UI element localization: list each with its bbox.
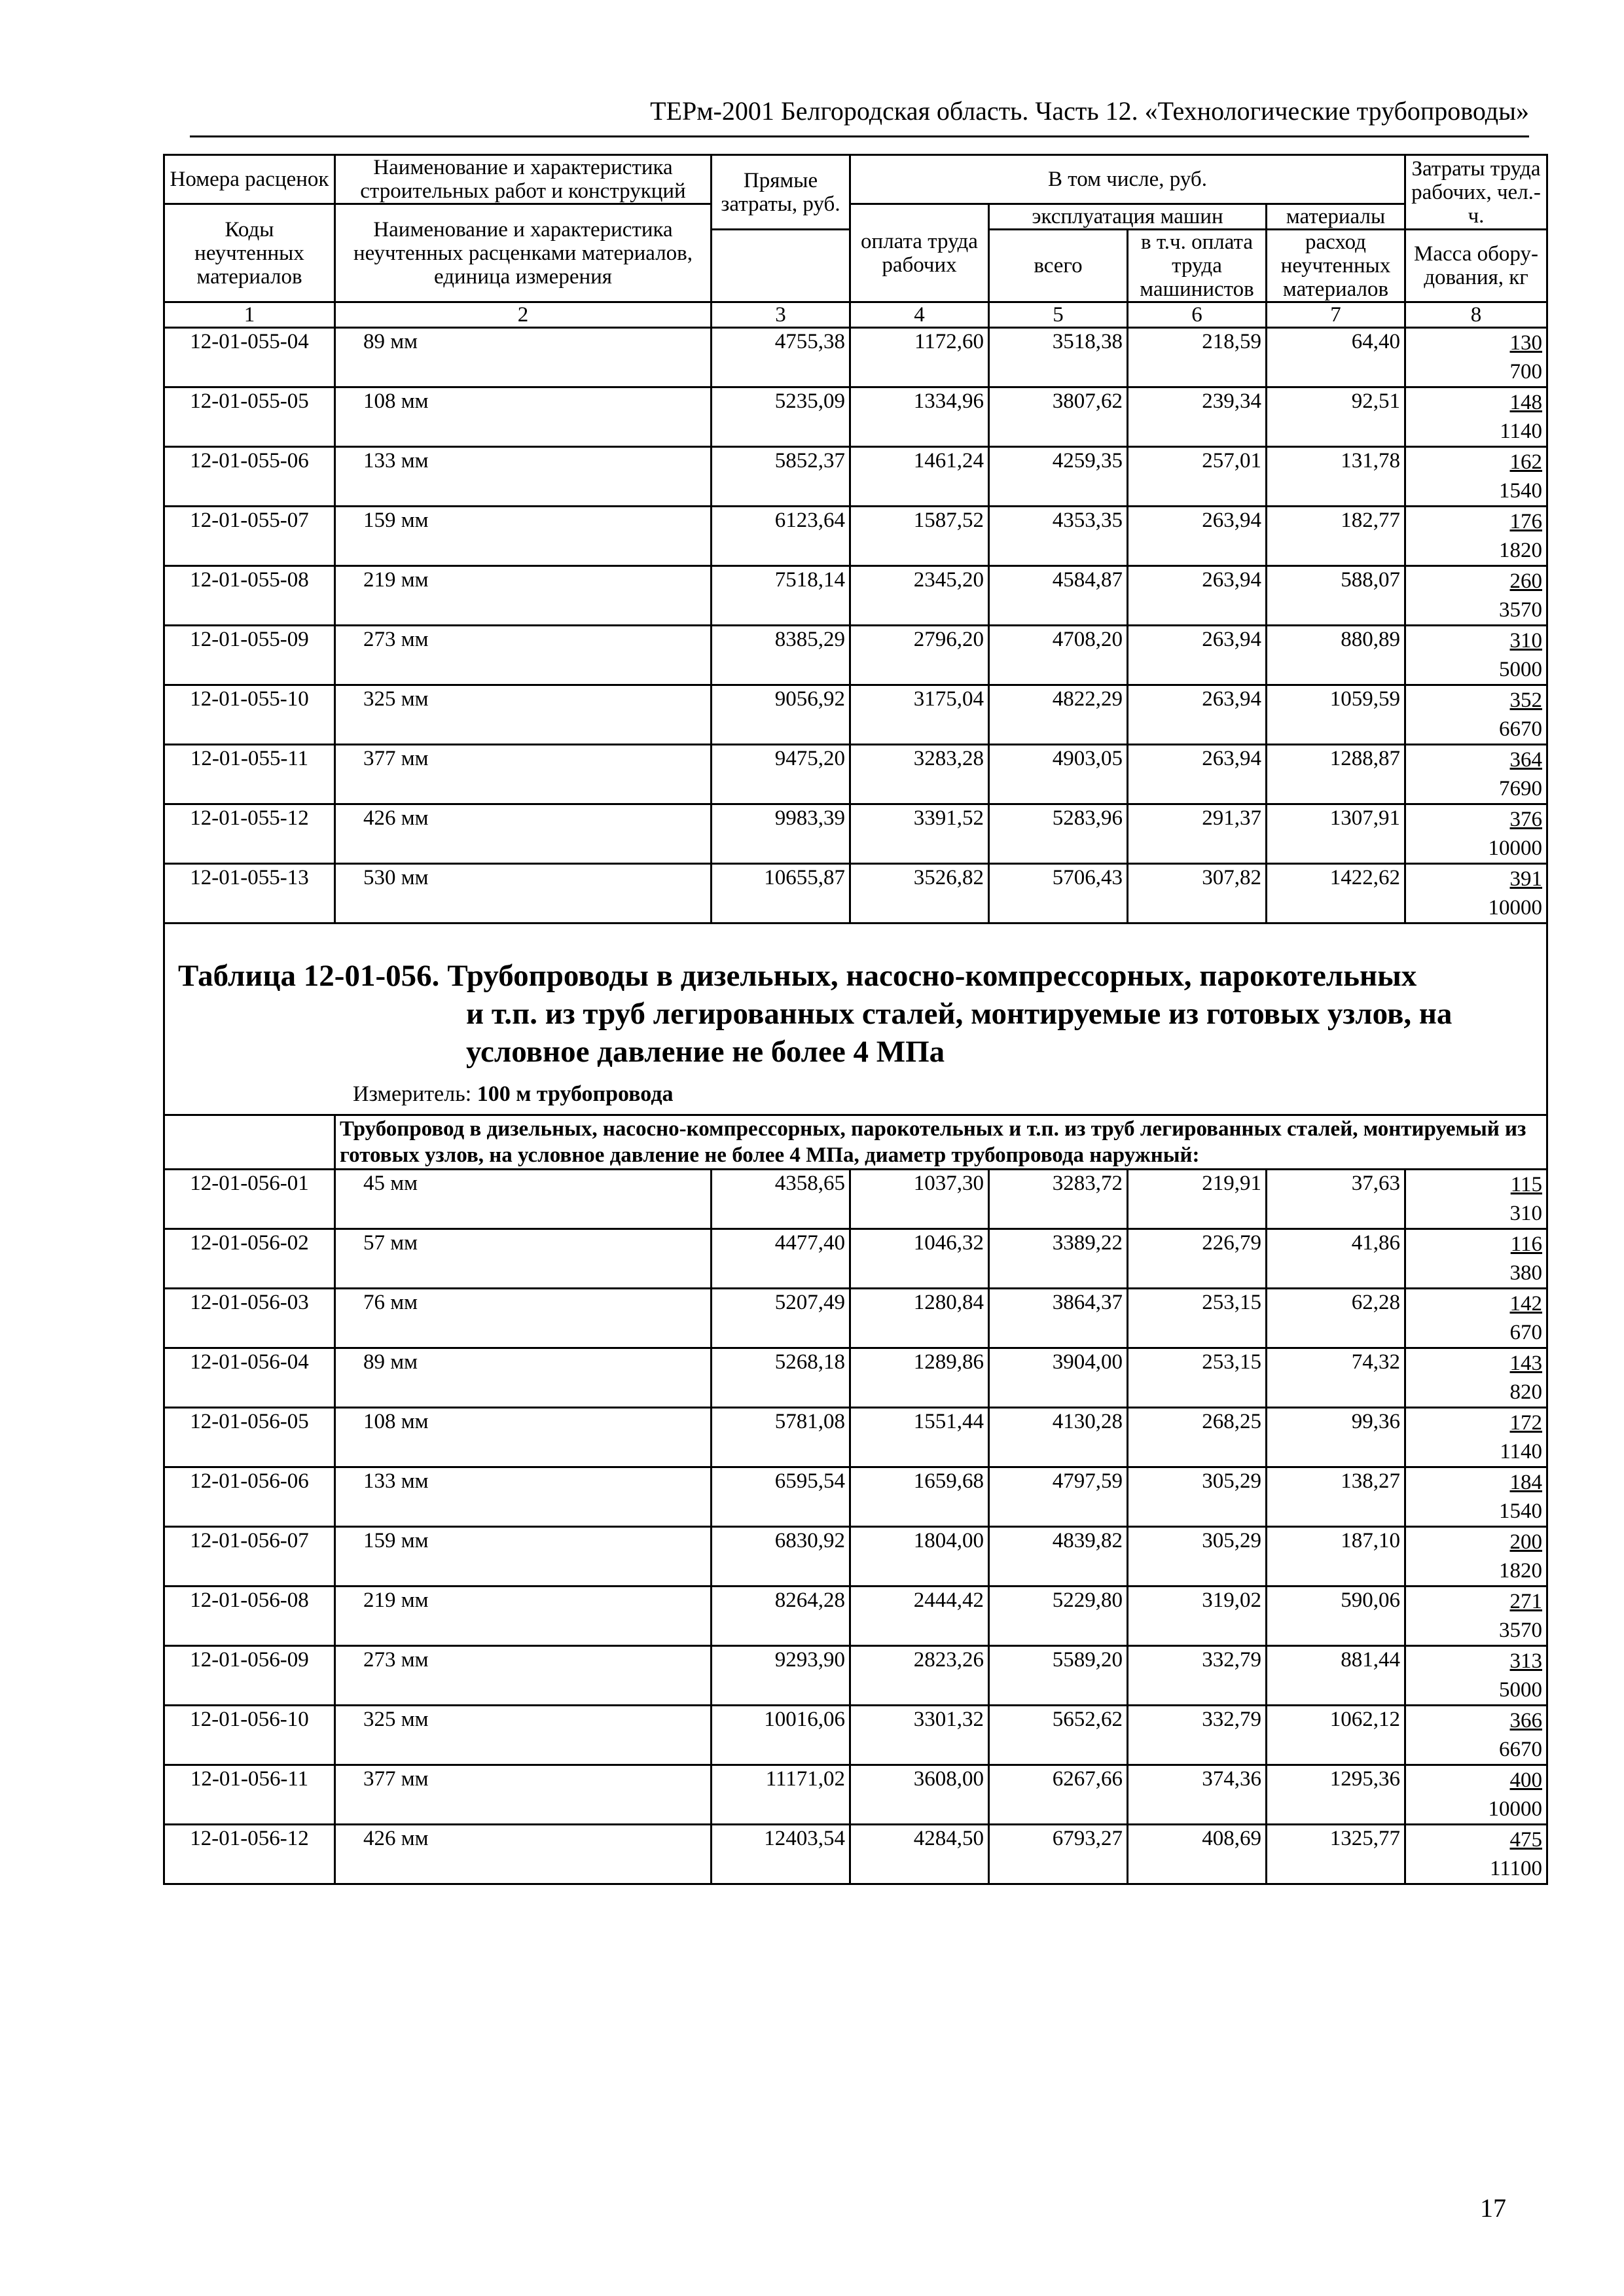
direct-costs: 7518,14 (712, 566, 850, 626)
table-056-title-cell (164, 924, 1547, 1115)
machines-total: 4130,28 (989, 1408, 1128, 1467)
materials: 187,10 (1267, 1527, 1405, 1587)
machines-total: 6267,66 (989, 1765, 1128, 1825)
col-number: 2 (335, 302, 712, 328)
rate-code: 12-01-056-11 (164, 1765, 335, 1825)
work-name: 426 мм (335, 1825, 712, 1884)
header-row-1 (164, 155, 1547, 204)
machinist-pay: 219,91 (1128, 1170, 1267, 1229)
labor-mass-cell (1405, 1765, 1547, 1825)
direct-costs: 12403,54 (712, 1825, 850, 1884)
labor-pay: 2444,42 (850, 1587, 989, 1646)
work-name: 159 мм (335, 507, 712, 566)
labor-mass-cell (1405, 626, 1547, 685)
rows-055 (164, 328, 1547, 924)
labor-pay: 1551,44 (850, 1408, 989, 1467)
table-056-title-line2: и т.п. из труб легированных сталей, монтируемые из готовых узлов, на (466, 997, 1453, 1031)
work-name: 45 мм (335, 1170, 712, 1229)
machines-total: 3283,72 (989, 1170, 1128, 1229)
machines-total: 4259,35 (989, 447, 1128, 507)
machines-header: эксплуатация машин (989, 204, 1267, 230)
work-name: 219 мм (335, 1587, 712, 1646)
materials: 1325,77 (1267, 1825, 1405, 1884)
work-name: 159 мм (335, 1527, 712, 1587)
equipment-mass: 820 (1509, 1380, 1543, 1404)
labor-pay: 1461,24 (850, 447, 989, 507)
direct-costs: 10016,06 (712, 1706, 850, 1765)
table-row (164, 1587, 1547, 1646)
table-row (164, 507, 1547, 566)
machinist-pay: 332,79 (1128, 1646, 1267, 1706)
table-row (164, 745, 1547, 804)
direct-costs: 5781,08 (712, 1408, 850, 1467)
labor-mass-cell (1405, 387, 1547, 447)
rate-code: 12-01-056-07 (164, 1527, 335, 1587)
machines-total: 5589,20 (989, 1646, 1128, 1706)
measure-line (178, 1081, 1533, 1107)
labor-mass-cell (1405, 685, 1547, 745)
materials: 1307,91 (1267, 804, 1405, 864)
equipment-mass: 670 (1509, 1321, 1543, 1344)
equipment-mass: 700 (1509, 360, 1543, 384)
rate-code: 12-01-055-09 (164, 626, 335, 685)
work-name: 133 мм (335, 1467, 712, 1527)
machinist-pay: 226,79 (1128, 1229, 1267, 1289)
equipment-mass: 380 (1509, 1261, 1543, 1285)
machinist-pay: 263,94 (1128, 626, 1267, 685)
machinist-pay: 408,69 (1128, 1825, 1267, 1884)
rate-code: 12-01-056-01 (164, 1170, 335, 1229)
labor-pay: 1172,60 (850, 328, 989, 387)
materials: 1295,36 (1267, 1765, 1405, 1825)
column-numbers-row (164, 302, 1547, 328)
machinist-pay: 263,94 (1128, 507, 1267, 566)
labor-pay: 1280,84 (850, 1289, 989, 1348)
equipment-mass: 6670 (1499, 717, 1543, 741)
materials: 92,51 (1267, 387, 1405, 447)
labor-pay: 3608,00 (850, 1765, 989, 1825)
machines-total: 4903,05 (989, 745, 1128, 804)
labor-pay: 1289,86 (850, 1348, 989, 1408)
labor-mass-cell (1405, 1289, 1547, 1348)
labor-pay: 1037,30 (850, 1170, 989, 1229)
labor-mass-cell (1405, 1467, 1547, 1527)
equipment-mass: 10000 (1488, 1797, 1543, 1821)
equipment-mass: 1140 (1500, 1440, 1543, 1463)
labor-mass-cell (1405, 1587, 1547, 1646)
materials: 74,32 (1267, 1348, 1405, 1408)
table-row (164, 864, 1547, 924)
work-name: 219 мм (335, 566, 712, 626)
work-name: 57 мм (335, 1229, 712, 1289)
labor-mass-cell (1405, 1706, 1547, 1765)
table-row (164, 1229, 1547, 1289)
machinist-pay: 268,25 (1128, 1408, 1267, 1467)
machinist-pay-header: в т.ч. оплата труда машинистов (1128, 230, 1267, 302)
direct-costs: 4358,65 (712, 1170, 850, 1229)
materials: 590,06 (1267, 1587, 1405, 1646)
table-056-title-row (164, 924, 1547, 1115)
table-row (164, 804, 1547, 864)
materials: 182,77 (1267, 507, 1405, 566)
work-name: 89 мм (335, 1348, 712, 1408)
table-row (164, 1348, 1547, 1408)
direct-costs: 8264,28 (712, 1587, 850, 1646)
incl-header: В том числе, руб. (850, 155, 1405, 204)
table-row (164, 1170, 1547, 1229)
materials: 99,36 (1267, 1408, 1405, 1467)
col-number: 4 (850, 302, 989, 328)
work-name: 325 мм (335, 1706, 712, 1765)
table-row (164, 1646, 1547, 1706)
machinist-pay: 257,01 (1128, 447, 1267, 507)
labor-mass-cell (1405, 1170, 1547, 1229)
section-head: Трубопровод в дизельных, насосно-компрессорных, парокотельных и т.п. из труб легированных сталей, монтируемый из готовых узлов, на условное давление не более 4 МПа, диаметр трубопровода наружный: (335, 1115, 1547, 1170)
labor-pay: 2823,26 (850, 1646, 989, 1706)
labor-hours: 313 (1509, 1649, 1543, 1673)
equipment-mass: 310 (1509, 1202, 1543, 1225)
rate-code: 12-01-055-11 (164, 745, 335, 804)
machinist-pay: 305,29 (1128, 1527, 1267, 1587)
work-name: 89 мм (335, 328, 712, 387)
materials: 131,78 (1267, 447, 1405, 507)
labor-mass-cell (1405, 1348, 1547, 1408)
equipment-mass: 6670 (1499, 1738, 1543, 1761)
equipment-mass: 3570 (1499, 1619, 1543, 1642)
rate-code: 12-01-056-03 (164, 1289, 335, 1348)
col1-bottom-header: Коды неучтенных материалов (164, 204, 335, 302)
labor-mass-cell (1405, 804, 1547, 864)
table-row (164, 1527, 1547, 1587)
labor-mass-cell (1405, 864, 1547, 924)
rate-code: 12-01-055-08 (164, 566, 335, 626)
direct-costs: 6123,64 (712, 507, 850, 566)
materials: 1422,62 (1267, 864, 1405, 924)
machines-total: 5706,43 (989, 864, 1128, 924)
materials: 1288,87 (1267, 745, 1405, 804)
labor-hours: 130 (1509, 331, 1543, 355)
machines-total: 6793,27 (989, 1825, 1128, 1884)
table-row (164, 1408, 1547, 1467)
machines-total: 4839,82 (989, 1527, 1128, 1587)
work-name: 530 мм (335, 864, 712, 924)
direct-costs: 10655,87 (712, 864, 850, 924)
materials: 37,63 (1267, 1170, 1405, 1229)
direct-costs: 8385,29 (712, 626, 850, 685)
direct-costs: 9293,90 (712, 1646, 850, 1706)
machinist-pay: 305,29 (1128, 1467, 1267, 1527)
labor-hours: 200 (1509, 1530, 1543, 1554)
machines-total: 3807,62 (989, 387, 1128, 447)
table-row (164, 626, 1547, 685)
col-number: 3 (712, 302, 850, 328)
materials: 138,27 (1267, 1467, 1405, 1527)
materials: 1062,12 (1267, 1706, 1405, 1765)
table-row (164, 1289, 1547, 1348)
direct-costs: 9475,20 (712, 745, 850, 804)
rate-code: 12-01-055-07 (164, 507, 335, 566)
machinist-pay: 263,94 (1128, 566, 1267, 626)
table-row (164, 1825, 1547, 1884)
rate-code: 12-01-056-04 (164, 1348, 335, 1408)
table-row (164, 685, 1547, 745)
machines-total: 4822,29 (989, 685, 1128, 745)
materials: 41,86 (1267, 1229, 1405, 1289)
labor-hours: 162 (1509, 450, 1543, 474)
equipment-mass: 7690 (1499, 777, 1543, 800)
work-name: 76 мм (335, 1289, 712, 1348)
machines-total: 3518,38 (989, 328, 1128, 387)
labor-pay: 3391,52 (850, 804, 989, 864)
direct-costs: 9056,92 (712, 685, 850, 745)
labor-hours: 176 (1509, 510, 1543, 533)
machines-total: 3389,22 (989, 1229, 1128, 1289)
work-name: 377 мм (335, 1765, 712, 1825)
equipment-mass: 3570 (1499, 598, 1543, 622)
labor-pay: 1587,52 (850, 507, 989, 566)
equipment-mass: 10000 (1488, 896, 1543, 920)
machinist-pay: 263,94 (1128, 685, 1267, 745)
rate-code: 12-01-056-08 (164, 1587, 335, 1646)
labor-hours: 260 (1509, 569, 1543, 593)
work-name: 377 мм (335, 745, 712, 804)
equipment-mass: 1140 (1500, 420, 1543, 443)
machines-total: 4353,35 (989, 507, 1128, 566)
page-number: 17 (1480, 2193, 1506, 2223)
machinist-pay: 374,36 (1128, 1765, 1267, 1825)
labor-mass-cell (1405, 566, 1547, 626)
table-row (164, 566, 1547, 626)
labor-hours: 400 (1509, 1768, 1543, 1792)
equipment-mass: 1820 (1499, 1559, 1543, 1583)
direct-costs: 5268,18 (712, 1348, 850, 1408)
equipment-mass: 10000 (1488, 836, 1543, 860)
direct-costs: 4755,38 (712, 328, 850, 387)
direct-costs: 5207,49 (712, 1289, 850, 1348)
direct-costs: 6595,54 (712, 1467, 850, 1527)
labor-hours: 475 (1509, 1828, 1543, 1852)
labor-mass-cell (1405, 1825, 1547, 1884)
labor-pay: 2796,20 (850, 626, 989, 685)
labor-mass-cell (1405, 507, 1547, 566)
direct-costs: 4477,40 (712, 1229, 850, 1289)
col2-top-header: Наименование и характеристика строительных работ и конструкций (335, 155, 712, 204)
labor-mass-cell (1405, 447, 1547, 507)
labor-pay: 1046,32 (850, 1229, 989, 1289)
work-name: 325 мм (335, 685, 712, 745)
materials: 588,07 (1267, 566, 1405, 626)
col-number: 5 (989, 302, 1128, 328)
machines-total: 5652,62 (989, 1706, 1128, 1765)
labor-pay: 3301,32 (850, 1706, 989, 1765)
materials: 62,28 (1267, 1289, 1405, 1348)
machines-total: 4797,59 (989, 1467, 1128, 1527)
machinist-pay: 291,37 (1128, 804, 1267, 864)
col1-top-header: Номера расценок (164, 155, 335, 204)
labor-mass-cell (1405, 1527, 1547, 1587)
rows-056 (164, 1170, 1547, 1884)
materials-header: материалы (1267, 204, 1405, 230)
table-056-title-line3: условное давление не более 4 МПа (466, 1035, 945, 1069)
rate-code: 12-01-056-09 (164, 1646, 335, 1706)
materials: 881,44 (1267, 1646, 1405, 1706)
table-row (164, 1467, 1547, 1527)
work-name: 108 мм (335, 387, 712, 447)
labor-hours: 172 (1509, 1411, 1543, 1435)
work-name: 426 мм (335, 804, 712, 864)
machinist-pay: 307,82 (1128, 864, 1267, 924)
rate-code: 12-01-056-12 (164, 1825, 335, 1884)
rate-code: 12-01-055-04 (164, 328, 335, 387)
rates-table (163, 154, 1548, 1885)
work-name: 108 мм (335, 1408, 712, 1467)
rate-code: 12-01-055-13 (164, 864, 335, 924)
machines-total: 4584,87 (989, 566, 1128, 626)
materials: 880,89 (1267, 626, 1405, 685)
labor-pay: 1659,68 (850, 1467, 989, 1527)
col-number: 6 (1128, 302, 1267, 328)
col2-bottom-header: Наименование и характеристика неучтенных расценками материалов, единица измерения (335, 204, 712, 302)
col-number: 1 (164, 302, 335, 328)
labor-mass-cell (1405, 1408, 1547, 1467)
labor-hours: 376 (1509, 808, 1543, 831)
rate-code: 12-01-056-02 (164, 1229, 335, 1289)
labor-hours: 352 (1509, 689, 1543, 712)
labor-hours: 366 (1509, 1709, 1543, 1732)
labor-pay: 4284,50 (850, 1825, 989, 1884)
labor-cost-header: Затраты труда рабочих, чел.-ч. (1405, 155, 1547, 230)
table-row (164, 1706, 1547, 1765)
machines-total: 5229,80 (989, 1587, 1128, 1646)
rate-code: 12-01-055-12 (164, 804, 335, 864)
measure-label: Измеритель: (353, 1082, 472, 1106)
materials: 64,40 (1267, 328, 1405, 387)
table-056-number: Таблица 12-01-056. (178, 959, 440, 993)
labor-mass-cell (1405, 745, 1547, 804)
rate-code: 12-01-055-10 (164, 685, 335, 745)
equip-mass-header: Масса обору-дования, кг (1405, 230, 1547, 302)
section-head-code-cell (164, 1115, 335, 1170)
labor-hours: 310 (1509, 629, 1543, 653)
rate-code: 12-01-056-06 (164, 1467, 335, 1527)
rate-code: 12-01-055-05 (164, 387, 335, 447)
materials-sub-header: расход неучтенных материалов (1267, 230, 1405, 302)
section-head-row (164, 1115, 1547, 1170)
table-row (164, 387, 1547, 447)
machines-total: 4708,20 (989, 626, 1128, 685)
direct-costs: 11171,02 (712, 1765, 850, 1825)
equipment-mass: 5000 (1499, 1678, 1543, 1702)
machines-total-header: всего (989, 230, 1128, 302)
labor-pay: 1804,00 (850, 1527, 989, 1587)
labor-hours: 364 (1509, 748, 1543, 772)
materials: 1059,59 (1267, 685, 1405, 745)
table-row (164, 1765, 1547, 1825)
labor-hours: 391 (1509, 867, 1543, 891)
equipment-mass: 11100 (1489, 1857, 1543, 1880)
labor-pay: 3175,04 (850, 685, 989, 745)
labor-pay: 3283,28 (850, 745, 989, 804)
labor-hours: 184 (1509, 1471, 1543, 1494)
header-row-2 (164, 204, 1547, 230)
machinist-pay: 263,94 (1128, 745, 1267, 804)
machinist-pay: 239,34 (1128, 387, 1267, 447)
equipment-mass: 1540 (1499, 479, 1543, 503)
rate-code: 12-01-056-10 (164, 1706, 335, 1765)
work-name: 273 мм (335, 1646, 712, 1706)
machines-total: 5283,96 (989, 804, 1128, 864)
direct-costs-header: Прямые затраты, руб. (712, 155, 850, 230)
labor-hours: 271 (1509, 1590, 1543, 1613)
labor-mass-cell (1405, 1229, 1547, 1289)
labor-pay: 3526,82 (850, 864, 989, 924)
rate-code: 12-01-056-05 (164, 1408, 335, 1467)
machinist-pay: 332,79 (1128, 1706, 1267, 1765)
labor-mass-cell (1405, 328, 1547, 387)
running-title: ТЕРм-2001 Белгородская область. Часть 12. «Технологические трубопроводы» (190, 96, 1529, 137)
work-name: 133 мм (335, 447, 712, 507)
measure-value: 100 м трубопровода (477, 1082, 674, 1106)
machinist-pay: 218,59 (1128, 328, 1267, 387)
equipment-mass: 5000 (1499, 658, 1543, 681)
table-row (164, 447, 1547, 507)
rate-code: 12-01-055-06 (164, 447, 335, 507)
direct-costs: 6830,92 (712, 1527, 850, 1587)
labor-pay: 1334,96 (850, 387, 989, 447)
equipment-mass: 1820 (1499, 539, 1543, 562)
direct-costs: 5852,37 (712, 447, 850, 507)
machinist-pay: 253,15 (1128, 1289, 1267, 1348)
direct-costs: 5235,09 (712, 387, 850, 447)
table-056-title-line1: Трубопроводы в дизельных, насосно-компрессорных, парокотельных (447, 959, 1417, 993)
labor-hours: 116 (1510, 1232, 1543, 1256)
equipment-mass: 1540 (1499, 1499, 1543, 1523)
labor-mass-cell (1405, 1646, 1547, 1706)
labor-hours: 148 (1509, 391, 1543, 414)
direct-costs: 9983,39 (712, 804, 850, 864)
col-number: 7 (1267, 302, 1405, 328)
col-number: 8 (1405, 302, 1547, 328)
machinist-pay: 319,02 (1128, 1587, 1267, 1646)
machines-total: 3864,37 (989, 1289, 1128, 1348)
labor-hours: 115 (1510, 1173, 1543, 1196)
table-row (164, 328, 1547, 387)
direct-costs-header-cont (712, 230, 850, 302)
machinist-pay: 253,15 (1128, 1348, 1267, 1408)
labor-pay-header: оплата труда рабочих (850, 204, 989, 302)
machines-total: 3904,00 (989, 1348, 1128, 1408)
labor-hours: 143 (1509, 1352, 1543, 1375)
work-name: 273 мм (335, 626, 712, 685)
labor-pay: 2345,20 (850, 566, 989, 626)
labor-hours: 142 (1509, 1292, 1543, 1316)
